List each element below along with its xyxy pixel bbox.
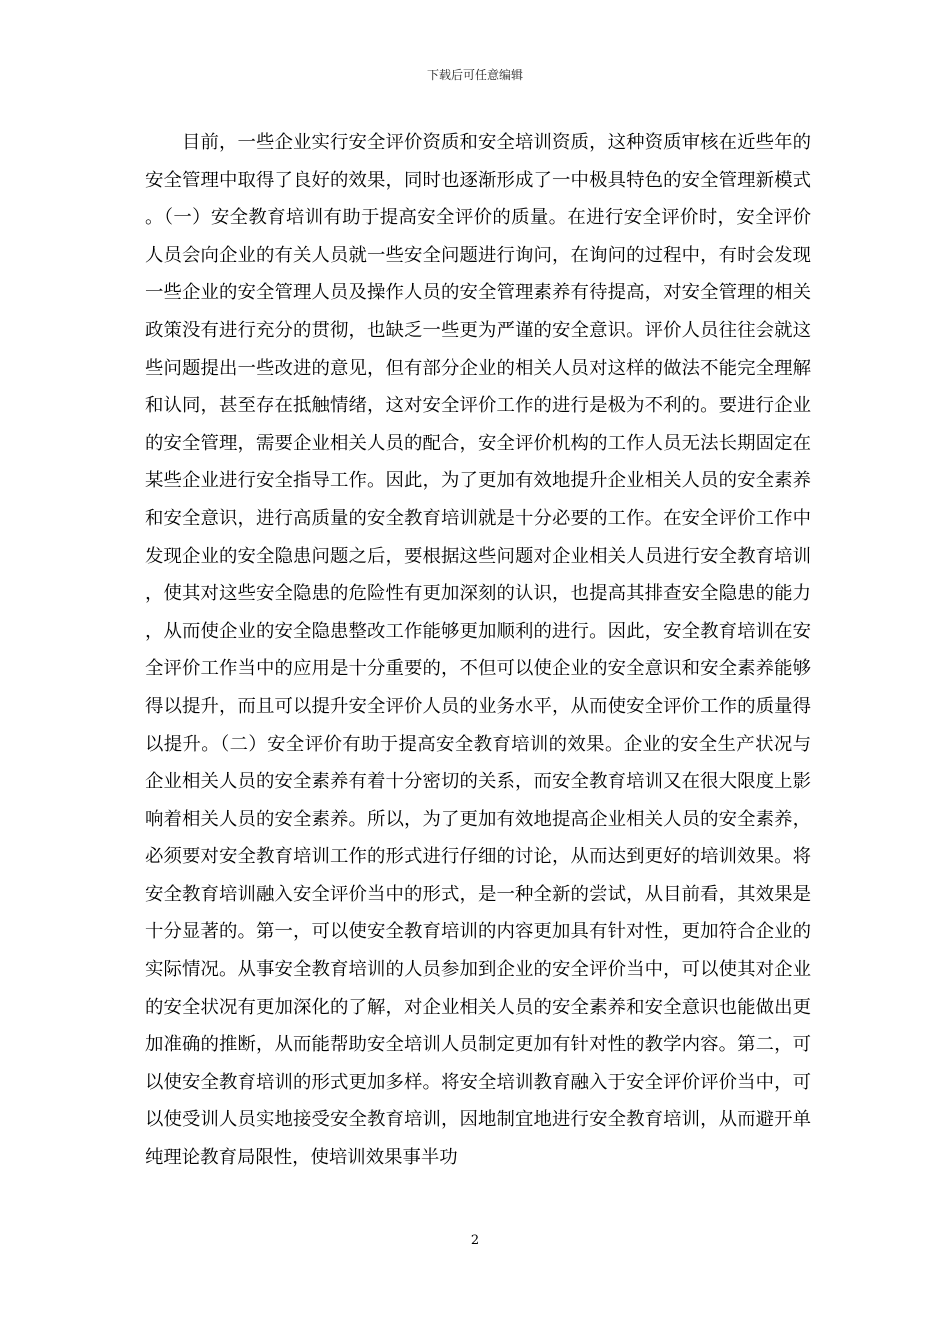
- header-note: 下载后可任意编辑: [426, 68, 523, 82]
- page-number: 2: [470, 1233, 480, 1248]
- body-paragraph: 目前，一些企业实行安全评价资质和安全培训资质，这种资质审核在近些年的安全管理中取得了良好的效果，同时也逐渐形成了一中极具特色的安全管理新模式。（一）安全教育培训有助于提高安全评价的质量。在进行安全评价时，安全评价人员会向企业的有关人员就一些安全问题进行询问，在询问的过程中，有时会发现一些企业的安全管理人员及操作人员的安全管理素养有待提高，对安全管理的相关政策没有进行充分的贯彻，也缺乏一些更为严谨的安全意识。评价人员往往会就这些问题提出一些改进的意见，但有部分企业的相关人员对这样的做法不能完全理解和认同，甚至存在抵触情绪，这对安全评价工作的进行是极为不利的。要进行企业的安全管理，需要企业相关人员的配合，安全评价机构的工作人员无法长期固定在某些企业进行安全指导工作。因此，为了更加有效地提升企业相关人员的安全素养和安全意识，进行高质量的安全教育培训就是十分必要的工作。在安全评价工作中发现企业的安全隐患问题之后，要根据这些问题对企业相关人员进行安全教育培训，使其对这些安全隐患的危险性有更加深刻的认识，也提高其排查安全隐患的能力，从而使企业的安全隐患整改工作能够更加顺利的进行。因此，安全教育培训在安全评价工作当中的应用是十分重要的，不但可以使企业的安全意识和安全素养能够得以提升，而且可以提升安全评价人员的业务水平，从而使安全评价工作的质量得以提升。（二）安全评价有助于提高安全教育培训的效果。企业的安全生产状况与企业相关人员的安全素养有着十分密切的关系，而安全教育培训又在很大限度上影响着相关人员的安全素养。所以，为了更加有效地提高企业相关人员的安全素养，必须要对安全教育培训工作的形式进行仔细的讨论，从而达到更好的培训效果。将安全教育培训融入安全评价当中的形式，是一种全新的尝试，从目前看，其效果是十分显著的。第一，可以使安全教育培训的内容更加具有针对性，更加符合企业的实际情况。从事安全教育培训的人员参加到企业的安全评价当中，可以使其对企业的安全状况有更加深化的了解，对企业相关人员的安全素养和安全意识也能做出更加准确的推断，从而能帮助安全培训人员制定更加有针对性的教学内容。第二，可以使安全教育培训的形式更加多样。将安全培训教育融入于安全评价评价当中，可以使受训人员实地接受安全教育培训，因地制宜地进行安全教育培训，从而避开单纯理论教育局限性，使培训效果事半功: [145, 132, 811, 1169]
